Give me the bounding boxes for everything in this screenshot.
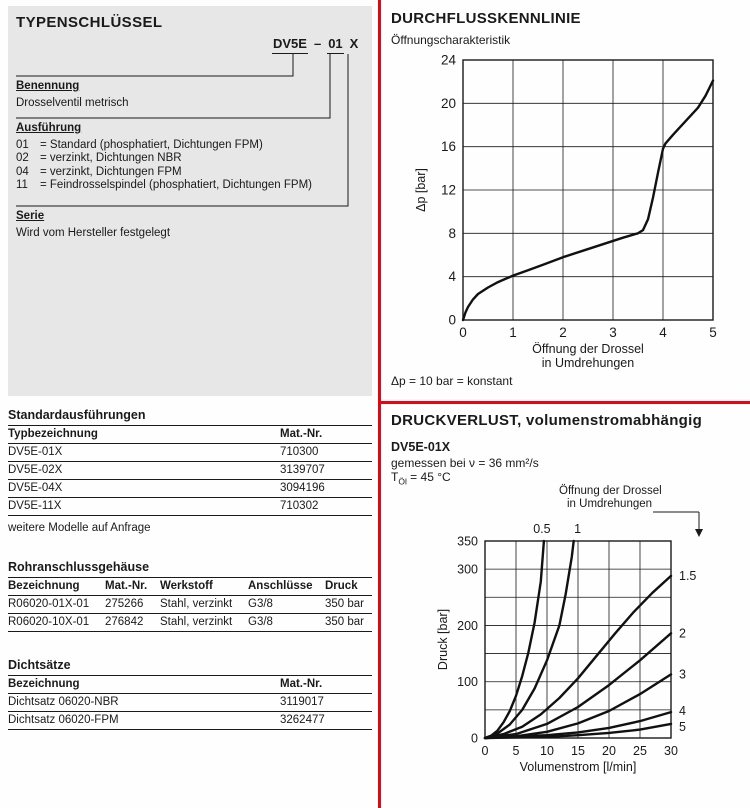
ausfuehrung-item xyxy=(16,166,364,180)
svg-text:100: 100 xyxy=(457,675,478,690)
table-row xyxy=(8,462,372,480)
cell-matnr: 275266 xyxy=(105,596,160,614)
typenschluessel-title: TYPENSCHLÜSSEL xyxy=(16,14,163,31)
table-row xyxy=(8,480,372,498)
svg-text:1.5: 1.5 xyxy=(679,568,697,583)
svg-text:Druck [bar]: Druck [bar] xyxy=(436,608,450,671)
serie-block xyxy=(16,210,364,240)
cell-typbezeichnung: DV5E-01X xyxy=(8,444,280,462)
table-row xyxy=(8,614,372,632)
ausfuehrung-code: 01 xyxy=(16,138,29,151)
ausfuehrung-code: 02 xyxy=(16,152,29,164)
dichtsaetze-table xyxy=(8,675,372,730)
svg-text:Δp [bar]: Δp [bar] xyxy=(414,168,428,212)
column-header: Bezeichnung xyxy=(8,676,280,694)
svg-text:12: 12 xyxy=(440,182,456,198)
cell-anschluesse: G3/8 xyxy=(248,596,325,614)
ausfuehrung-item xyxy=(16,139,364,153)
type-code-base: DV5E xyxy=(272,36,308,54)
temp-subscript: Öl xyxy=(398,476,407,487)
table-header-row xyxy=(8,578,372,596)
benennung-label: Benennung xyxy=(16,80,80,92)
table-row xyxy=(8,498,372,516)
cell-bezeichnung: Dichtsatz 06020-NBR xyxy=(8,694,280,712)
cell-matnr: 3262477 xyxy=(280,712,372,730)
benennung-value: Drosselventil metrisch xyxy=(16,96,129,109)
cell-matnr: 3094196 xyxy=(280,480,372,498)
column-header: Anschlüsse xyxy=(248,578,325,596)
svg-text:300: 300 xyxy=(457,562,478,577)
table-header-row xyxy=(8,426,372,444)
table-header-row xyxy=(8,676,372,694)
svg-text:Öffnung der Drossel: Öffnung der Drossel xyxy=(559,485,662,497)
ausfuehrung-desc: = Standard (phosphatiert, Dichtungen FPM) xyxy=(40,138,263,151)
cell-bezeichnung: Dichtsatz 06020-FPM xyxy=(8,712,280,730)
ausfuehrung-desc: = verzinkt, Dichtungen FPM xyxy=(40,165,182,178)
cell-matnr: 710300 xyxy=(280,444,372,462)
svg-text:0.5: 0.5 xyxy=(533,522,551,536)
cell-bezeichnung: R06020-10X-01 xyxy=(8,614,105,632)
cell-typbezeichnung: DV5E-02X xyxy=(8,462,280,480)
svg-text:0: 0 xyxy=(459,325,467,340)
ausfuehrung-code: 11 xyxy=(16,179,28,191)
svg-text:5: 5 xyxy=(709,325,717,340)
svg-text:Öffnung der Drossel: Öffnung der Drossel xyxy=(532,342,644,356)
dichtsaetze-heading: Dichtsätze xyxy=(8,658,71,672)
druckverlust-title: DRUCKVERLUST, volumenstromabhängig xyxy=(391,412,703,429)
svg-text:25: 25 xyxy=(633,744,647,758)
temp-symbol: T xyxy=(391,470,399,484)
temp-value: = 45 °C xyxy=(406,470,451,484)
tables-section xyxy=(8,408,372,730)
svg-text:1: 1 xyxy=(574,522,582,536)
svg-text:20: 20 xyxy=(440,95,456,111)
type-code-leader-lines xyxy=(8,6,372,396)
druckverlust-condition-viscosity: gemessen bei ν = 36 mm²/s xyxy=(391,456,539,470)
svg-text:8: 8 xyxy=(448,225,456,241)
table-row xyxy=(8,694,372,712)
durchfluss-chart xyxy=(389,46,729,376)
svg-text:350: 350 xyxy=(457,534,478,549)
svg-text:15: 15 xyxy=(571,744,585,758)
horizontal-divider xyxy=(378,401,750,404)
cell-typbezeichnung: DV5E-04X xyxy=(8,480,280,498)
cell-bezeichnung: R06020-01X-01 xyxy=(8,596,105,614)
type-code-ausfuehrung: 01 xyxy=(327,36,343,54)
type-code-serie: X xyxy=(349,36,359,51)
ausfuehrung-desc: = verzinkt, Dichtungen NBR xyxy=(40,152,182,164)
rohranschlussgehaeuse-table xyxy=(8,577,372,632)
vertical-divider xyxy=(378,0,381,808)
svg-text:5: 5 xyxy=(679,719,686,734)
ausfuehrung-label: Ausführung xyxy=(16,122,82,134)
table-row xyxy=(8,596,372,614)
svg-text:20: 20 xyxy=(602,744,616,758)
ausfuehrung-code: 04 xyxy=(16,165,29,178)
cell-matnr: 3139707 xyxy=(280,462,372,480)
svg-text:4: 4 xyxy=(448,269,456,285)
cell-matnr: 3119017 xyxy=(280,694,372,712)
svg-text:2: 2 xyxy=(679,626,686,641)
benennung-block xyxy=(16,80,364,110)
durchfluss-note: Δp = 10 bar = konstant xyxy=(391,374,513,388)
column-header: Mat.-Nr. xyxy=(280,426,372,444)
cell-werkstoff: Stahl, verzinkt xyxy=(160,596,248,614)
svg-text:0: 0 xyxy=(481,744,489,758)
svg-text:4: 4 xyxy=(659,325,667,340)
svg-text:0: 0 xyxy=(471,731,478,746)
svg-text:2: 2 xyxy=(559,325,567,340)
svg-text:4: 4 xyxy=(679,704,686,719)
table-row xyxy=(8,444,372,462)
cell-typbezeichnung: DV5E-11X xyxy=(8,498,280,516)
cell-druck: 350 bar xyxy=(325,596,372,614)
ausfuehrung-block xyxy=(16,122,364,193)
ausfuehrung-desc: = Feindrosselspindel (phosphatiert, Dichtungen FPM) xyxy=(40,179,312,191)
cell-matnr: 710302 xyxy=(280,498,372,516)
svg-text:Volumenstrom [l/min]: Volumenstrom [l/min] xyxy=(519,760,637,774)
column-header: Druck xyxy=(325,578,372,596)
svg-text:in Umdrehungen: in Umdrehungen xyxy=(541,356,635,370)
type-code-dash: – xyxy=(313,36,322,51)
standardausfuehrungen-heading: Standardausführungen xyxy=(8,408,146,422)
ausfuehrung-item xyxy=(16,152,364,166)
svg-text:1: 1 xyxy=(509,325,517,340)
cell-werkstoff: Stahl, verzinkt xyxy=(160,614,248,632)
druckverlust-model: DV5E-01X xyxy=(391,440,451,454)
svg-text:16: 16 xyxy=(440,139,456,155)
svg-text:3: 3 xyxy=(609,325,617,340)
svg-text:200: 200 xyxy=(457,618,478,633)
svg-text:0: 0 xyxy=(448,312,456,328)
ausfuehrung-item xyxy=(16,179,364,193)
cell-matnr: 276842 xyxy=(105,614,160,632)
svg-text:24: 24 xyxy=(440,52,456,68)
column-header: Werkstoff xyxy=(160,578,248,596)
more-models-note: weitere Modelle auf Anfrage xyxy=(8,522,151,534)
durchfluss-title: DURCHFLUSSKENNLINIE xyxy=(391,10,581,27)
svg-text:in Umdrehungen: in Umdrehungen xyxy=(567,498,653,510)
column-header: Mat.-Nr. xyxy=(105,578,160,596)
serie-value: Wird vom Hersteller festgelegt xyxy=(16,226,171,239)
svg-text:5: 5 xyxy=(512,744,520,758)
svg-text:3: 3 xyxy=(679,667,686,682)
svg-text:30: 30 xyxy=(664,744,678,758)
table-row xyxy=(8,712,372,730)
cell-anschluesse: G3/8 xyxy=(248,614,325,632)
standardausfuehrungen-table xyxy=(8,425,372,516)
typenschluessel-panel xyxy=(8,6,372,396)
cell-druck: 350 bar xyxy=(325,614,372,632)
rohranschlussgehaeuse-heading: Rohranschlussgehäuse xyxy=(8,560,150,574)
column-header: Bezeichnung xyxy=(8,578,105,596)
column-header: Typbezeichnung xyxy=(8,426,280,444)
column-header: Mat.-Nr. xyxy=(280,676,372,694)
druckverlust-chart xyxy=(391,478,747,796)
svg-text:10: 10 xyxy=(540,744,554,758)
serie-label: Serie xyxy=(16,210,45,222)
durchfluss-subtitle: Öffnungscharakteristik xyxy=(391,33,511,47)
